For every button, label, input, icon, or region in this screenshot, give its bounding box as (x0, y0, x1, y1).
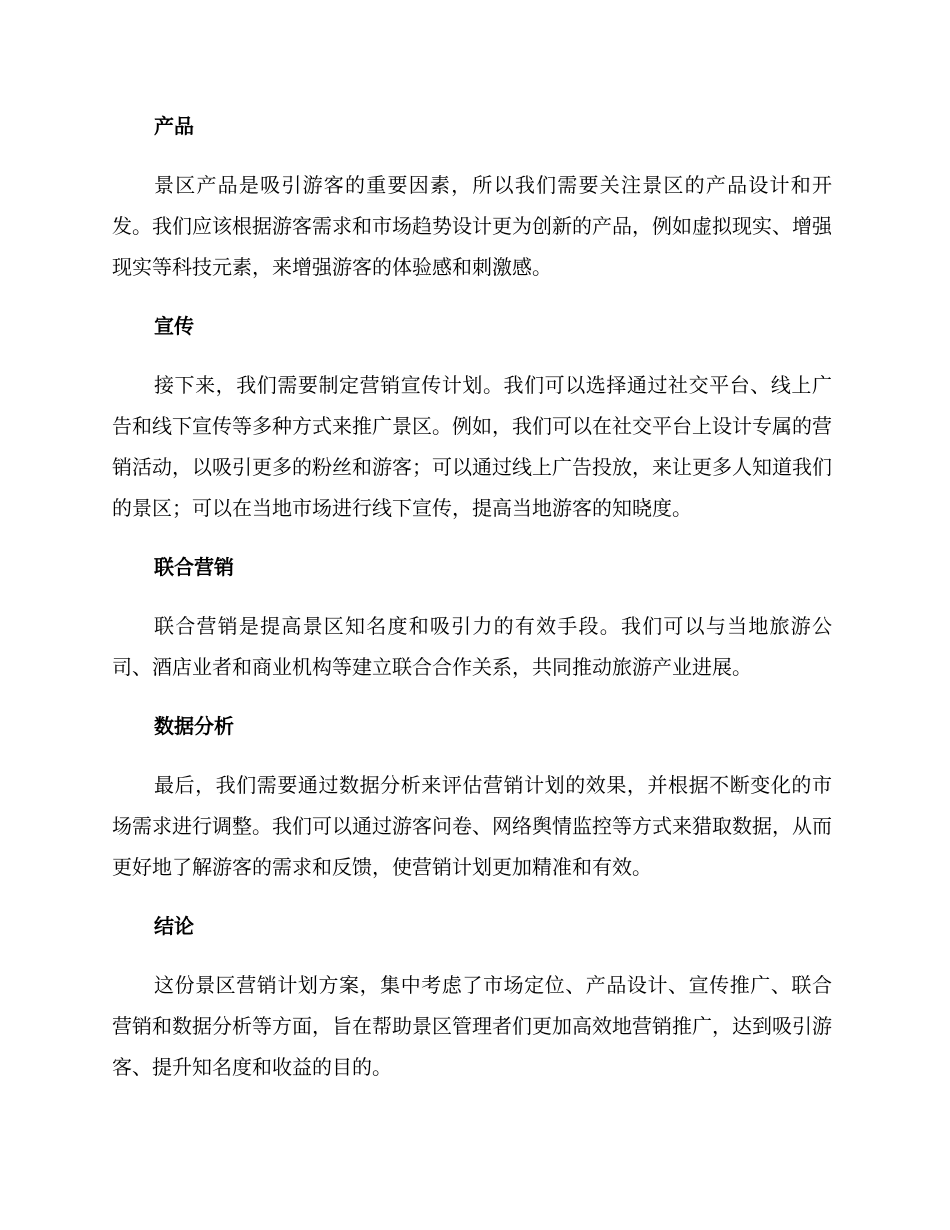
section-body-data-analysis: 最后，我们需要通过数据分析来评估营销计划的效果，并根据不断变化的市场需求进行调整。我们可以通过游客问卷、网络舆情监控等方式来猎取数据，从而更好地了解游客的需求和反馈，使营销计划更加精准和有效。 (112, 773, 832, 879)
section-body-product: 景区产品是吸引游客的重要因素，所以我们需要关注景区的产品设计和开发。我们应该根据游客需求和市场趋势设计更为创新的产品，例如虚拟现实、增强现实等科技元素，来增强游客的体验感和刺激感。 (112, 173, 832, 279)
section-heading-conclusion: 结论 (154, 914, 194, 938)
section-body-conclusion: 这份景区营销计划方案，集中考虑了市场定位、产品设计、宣传推广、联合营销和数据分析等方面，旨在帮助景区管理者们更加高效地营销推广，达到吸引游客、提升知名度和收益的目的。 (112, 973, 832, 1079)
section-heading-joint-marketing: 联合营销 (154, 555, 234, 579)
section-heading-data-analysis: 数据分析 (154, 714, 234, 738)
section-body-joint-marketing: 联合营销是提高景区知名度和吸引力的有效手段。我们可以与当地旅游公司、酒店业者和商业机构等建立联合合作关系，共同推动旅游产业进展。 (112, 614, 832, 679)
section-heading-promotion: 宣传 (154, 314, 194, 338)
section-body-promotion: 接下来，我们需要制定营销宣传计划。我们可以选择通过社交平台、线上广告和线下宣传等多种方式来推广景区。例如，我们可以在社交平台上设计专属的营销活动，以吸引更多的粉丝和游客；可以通过线上广告投放，来让更多人知道我们的景区；可以在当地市场进行线下宣传，提高当地游客的知晓度。 (112, 373, 832, 520)
document-page (112, 108, 832, 1088)
section-heading-product: 产品 (154, 114, 194, 138)
